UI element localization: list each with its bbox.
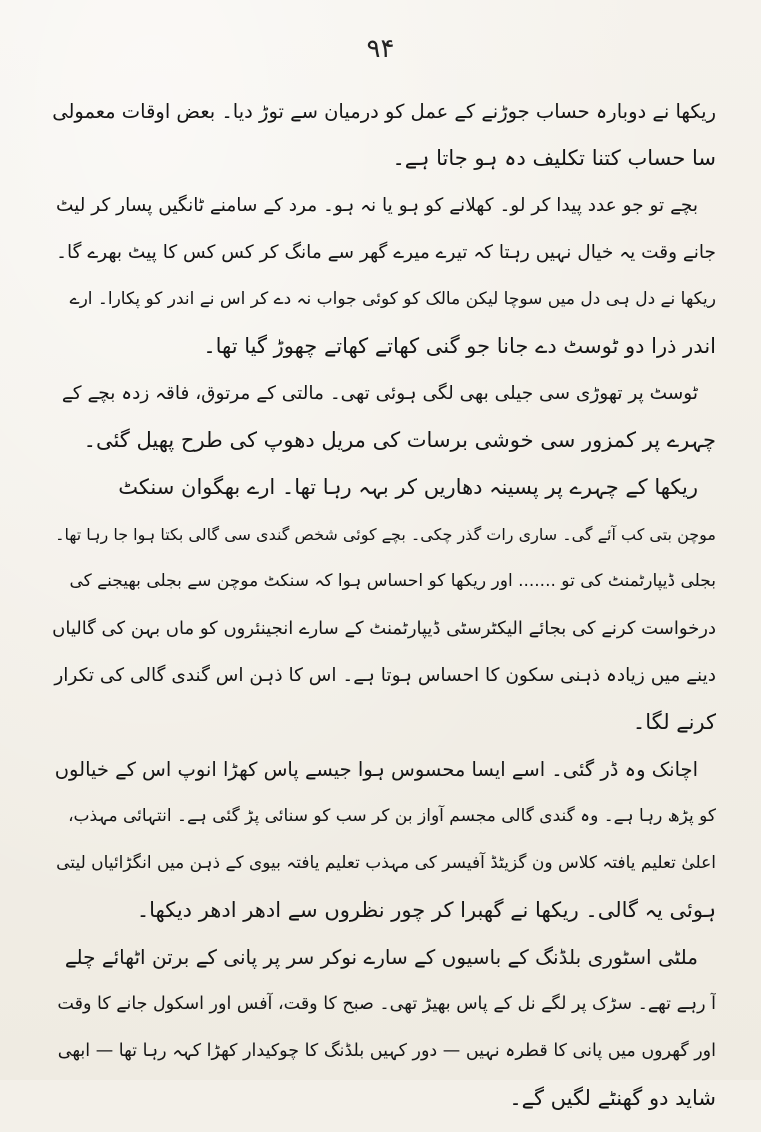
text-line: اور گھروں میں پانی کا قطرہ نہیں — دور کہیں بلڈنگ کا چوکیدار کھڑا کہہ رہا تھا — ابھی <box>57 1041 716 1061</box>
text-line: اعلیٰ تعلیم یافتہ کلاس ون گزیٹڈ آفیسر کی مہذب تعلیم یافتہ بیوی کے ذہن میں انگڑائیاں لیتی <box>56 853 716 873</box>
text-line: درخواست کرنے کی بجائے الیکٹرسٹی ڈیپارٹمنٹ کے سارے انجینئروں کو ماں بہن کی گالیاں <box>52 618 716 639</box>
text-line: ملٹی اسٹوری بلڈنگ کے باسیوں کے سارے نوکر سر پر پانی کے برتن اٹھائے چلے <box>64 945 698 969</box>
text-line: کرنے لگا۔ <box>632 710 716 734</box>
text-line: موچن بتی کب آئے گی۔ ساری رات گذر چکی۔ بچے کوئی شخص گندی سی گالی بکتا ہوا جا رہا تھا۔ <box>55 525 716 544</box>
text-line: دینے میں زیادہ ذہنی سکون کا احساس ہوتا ہے۔ اس کا ذہن اس گندی گالی کی تکرار <box>54 665 716 686</box>
text-line: شاید دو گھنٹے لگیں گے۔ <box>509 1086 716 1110</box>
text-line: بجلی ڈیپارٹمنٹ کی تو ....... اور ریکھا کو احساس ہوا کہ سنکٹ موچن سے بجلی بھیجنے کی <box>69 571 716 591</box>
text-line: ٹوسٹ پر تھوڑی سی جیلی بھی لگی ہوئی تھی۔ مالتی کے مرتوق، فاقہ زدہ بچے کے <box>61 383 698 404</box>
text-line: کو پڑھ رہا ہے۔ وہ گندی گالی مجسم آواز بن کر سب کو سنائی پڑ گئی ہے۔ انتہائی مہذب، <box>68 806 716 826</box>
text-line: جانے وقت یہ خیال نہیں رہتا کہ تیرے میرے گھر سے مانگ کر کس کس کا پیٹ بھرے گا۔ <box>56 242 716 263</box>
text-line: سا حساب کتنا تکلیف دہ ہو جاتا ہے۔ <box>392 146 716 170</box>
text-line: چہرے پر کمزور سی خوشی برسات کی مریل دھوپ کی طرح پھیل گئی۔ <box>83 428 716 452</box>
text-line: ریکھا نے دل ہی دل میں سوچا لیکن مالک کو کوئی جواب نہ دے کر اس نے اندر کو پکارا۔ ارے <box>69 289 716 309</box>
page-number: ۹۴ <box>366 34 395 64</box>
text-line: اچانک وہ ڈر گئی۔ اسے ایسا محسوس ہوا جیسے پاس کھڑا انوپ اس کے خیالوں <box>54 758 698 781</box>
urdu-text-body <box>52 98 716 1132</box>
text-line: بچے تو جو عدد پیدا کر لو۔ کھلانے کو ہو یا نہ ہو۔ مرد کے سامنے ٹانگیں پسار کر لیٹ <box>55 195 698 216</box>
text-line: ریکھا کے چہرے پر پسینہ دھاریں کر بہہ رہا تھا۔ ارے بھگوان سنکٹ <box>118 475 698 499</box>
text-line: ہوئی یہ گالی۔ ریکھا نے گھبرا کر چور نظروں سے ادھر ادھر دیکھا۔ <box>136 898 716 922</box>
text-line: اندر ذرا دو ٹوسٹ دے جانا جو گنی کھاتے کھاتے چھوڑ گیا تھا۔ <box>203 334 716 358</box>
text-line: ریکھا نے دوبارہ حساب جوڑنے کے عمل کو درمیان سے توڑ دیا۔ بعض اوقات معمولی <box>52 100 716 123</box>
text-line: آ رہے تھے۔ سڑک پر لگے نل کے پاس بھیڑ تھی۔ صبح کا وقت، آفس اور اسکول جانے کا وقت <box>57 994 716 1014</box>
